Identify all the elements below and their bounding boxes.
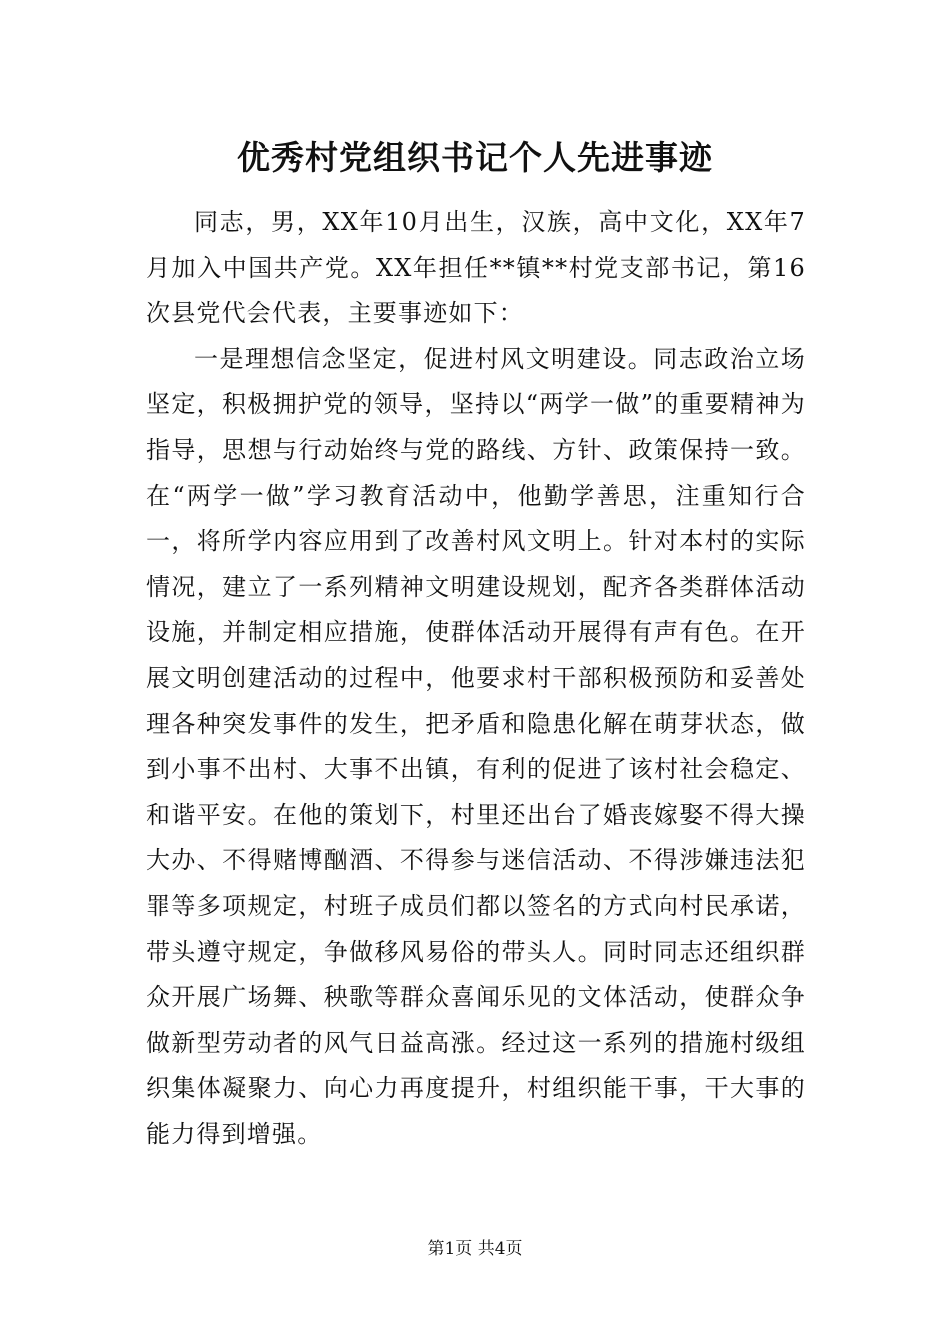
paragraph-deeds: 一是理想信念坚定，促进村风文明建设。同志政治立场坚定，积极拥护党的领导，坚持以“两学一做”的重要精神为指导，思想与行动始终与党的路线、方针、政策保持一致。在“两学一做”学习教育活动中，他勤学善思，注重知行合一，将所学内容应用到了改善村风文明上。针对本村的实际情况，建立了一系列精神文明建设规划，配齐各类群体活动设施，并制定相应措施，使群体活动开展得有声有色。在开展文明创建活动的过程中，他要求村干部积极预防和妥善处理各种突发事件的发生，把矛盾和隐患化解在萌芽状态，做到小事不出村、大事不出镇，有利的促进了该村社会稳定、和谐平安。在他的策划下，村里还出台了婚丧嫁娶不得大操大办、不得赌博酗酒、不得参与迷信活动、不得涉嫌违法犯罪等多项规定，村班子成员们都以签名的方式向村民承诺，带头遵守规定，争做移风易俗的带头人。同时同志还组织群众开展广场舞、秧歌等群众喜闻乐见的文体活动，使群众争做新型劳动者的风气日益高涨。经过这一系列的措施村级组织集体凝聚力、向心力再度提升，村组织能干事，干大事的能力得到增强。 bbox=[146, 344, 806, 1148]
document-title: 优秀村党组织书记个人先进事迹 bbox=[237, 138, 713, 177]
paragraph-intro: 同志，男，XX年10月出生，汉族，高中文化，XX年7月加入中国共产党。XX年担任**镇**村党支部书记，第16次县党代会代表，主要事迹如下： bbox=[146, 208, 806, 328]
document-body bbox=[146, 200, 806, 1157]
page-number-footer: 第1页 共4页 bbox=[427, 1239, 523, 1259]
